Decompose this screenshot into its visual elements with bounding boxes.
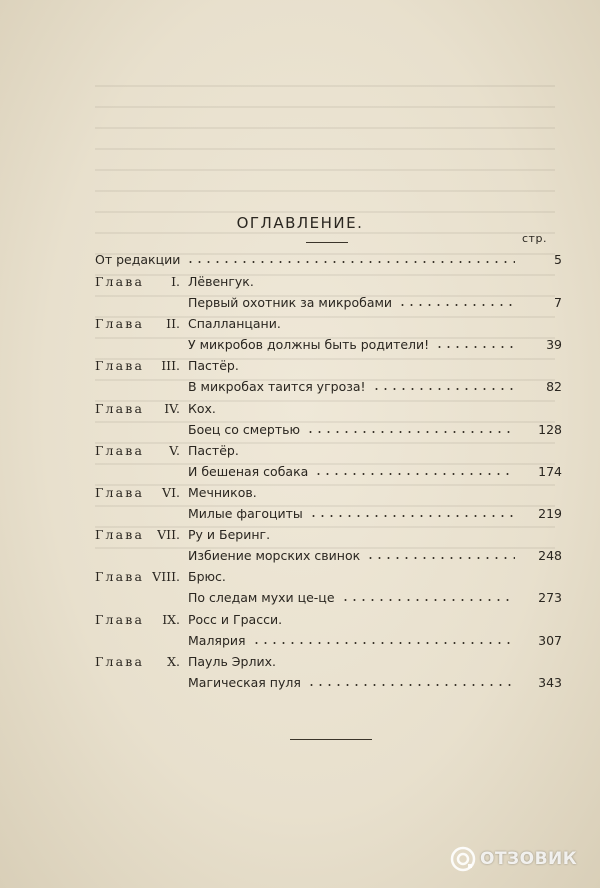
chapter-subtitle-line [188,590,521,605]
chapter-page-number: 219 [538,506,562,521]
leader-dots [372,388,515,390]
chapter-subtitle: И бешеная собака [188,464,309,479]
leader-dots [341,599,515,601]
chapter-subtitle: Малярия [188,633,246,648]
preface-page: 5 [554,252,562,267]
chapter-author: Брюс. [188,569,226,584]
chapter-numeral: VIII. [152,569,180,584]
chapter-numeral: V. [169,443,180,458]
toc-heading: ОГЛАВЛЕНИЕ. [236,214,364,232]
chapter-page-number: 248 [538,548,562,563]
chapter-numeral: IV. [164,401,180,416]
chapter-numeral: II. [166,316,180,331]
chapter-page-number: 128 [538,422,562,437]
chapter-author: Пастёр. [188,358,239,373]
leader-dots [366,557,515,559]
chapter-subtitle-line [188,675,521,690]
chapter-author: Пастёр. [188,443,239,458]
chapter-subtitle: В микробах таится угроза! [188,379,366,394]
chapter-word: Глава [95,443,145,458]
chapter-page-number: 7 [554,295,562,310]
leader-dots [307,684,515,686]
chapter-word: Глава [95,527,145,542]
chapter-page-number: 307 [538,633,562,648]
chapter-author: Пауль Эрлих. [188,654,276,669]
leader-dots [252,642,515,644]
chapter-subtitle: Магическая пуля [188,675,301,690]
chapter-page-number: 82 [546,379,562,394]
chapter-author: Росс и Грасси. [188,612,283,627]
chapter-subtitle: Милые фагоциты [188,506,303,521]
chapter-author: Лёвенгук. [188,274,254,289]
chapter-page-number: 174 [538,464,562,479]
chapter-numeral: VI. [162,485,180,500]
chapter-word: Глава [95,274,145,289]
chapter-subtitle: Боец со смертью [188,422,300,437]
chapter-word: Глава [95,612,145,627]
chapter-word: Глава [95,316,145,331]
chapter-subtitle-line [188,295,521,310]
chapter-subtitle-line [188,379,521,394]
chapter-word: Глава [95,569,145,584]
chapter-subtitle: Первый охотник за микробами [188,295,393,310]
chapter-author: Кох. [188,401,216,416]
chapter-numeral: X. [167,654,180,669]
preface-label: От редакции [95,252,181,267]
chapter-subtitle-line [188,422,521,437]
chapter-subtitle: Избиение морских свинок [188,548,361,563]
leader-dots [186,261,515,263]
chapter-word: Глава [95,358,145,373]
chapter-subtitle-line [188,633,521,648]
chapter-subtitle-line [188,548,521,563]
chapter-author: Спалланцани. [188,316,281,331]
watermark [450,846,577,872]
watermark-text: ОТЗОВИК [480,849,578,869]
chapter-word: Глава [95,485,145,500]
chapter-subtitle-line [188,464,521,479]
chapter-word: Глава [95,401,145,416]
chapter-word: Глава [95,654,145,669]
chapter-page-number: 273 [538,590,562,605]
chapter-numeral: III. [161,358,180,373]
chapter-page-number: 39 [546,337,562,352]
chapter-page-number: 343 [538,675,562,690]
leader-dots [435,346,515,348]
chapter-numeral: VII. [157,527,180,542]
chapter-subtitle: У микробов должны быть родители! [188,337,430,352]
chapter-subtitle: По следам мухи це-це [188,590,335,605]
chapter-numeral: I. [171,274,180,289]
chapter-numeral: IX. [162,612,180,627]
leader-dots [314,473,515,475]
chapter-subtitle-line [188,337,521,352]
chapter-author: Ру и Беринг. [188,527,271,542]
chapter-author: Мечников. [188,485,257,500]
page-column-label: стр. [522,232,547,245]
otzovik-logo-icon [450,846,476,872]
preface-entry [95,252,521,267]
leader-dots [309,515,515,517]
bottom-rule [290,739,372,740]
heading-rule [306,242,348,243]
chapter-subtitle-line [188,506,521,521]
leader-dots [306,431,515,433]
leader-dots [398,304,515,306]
